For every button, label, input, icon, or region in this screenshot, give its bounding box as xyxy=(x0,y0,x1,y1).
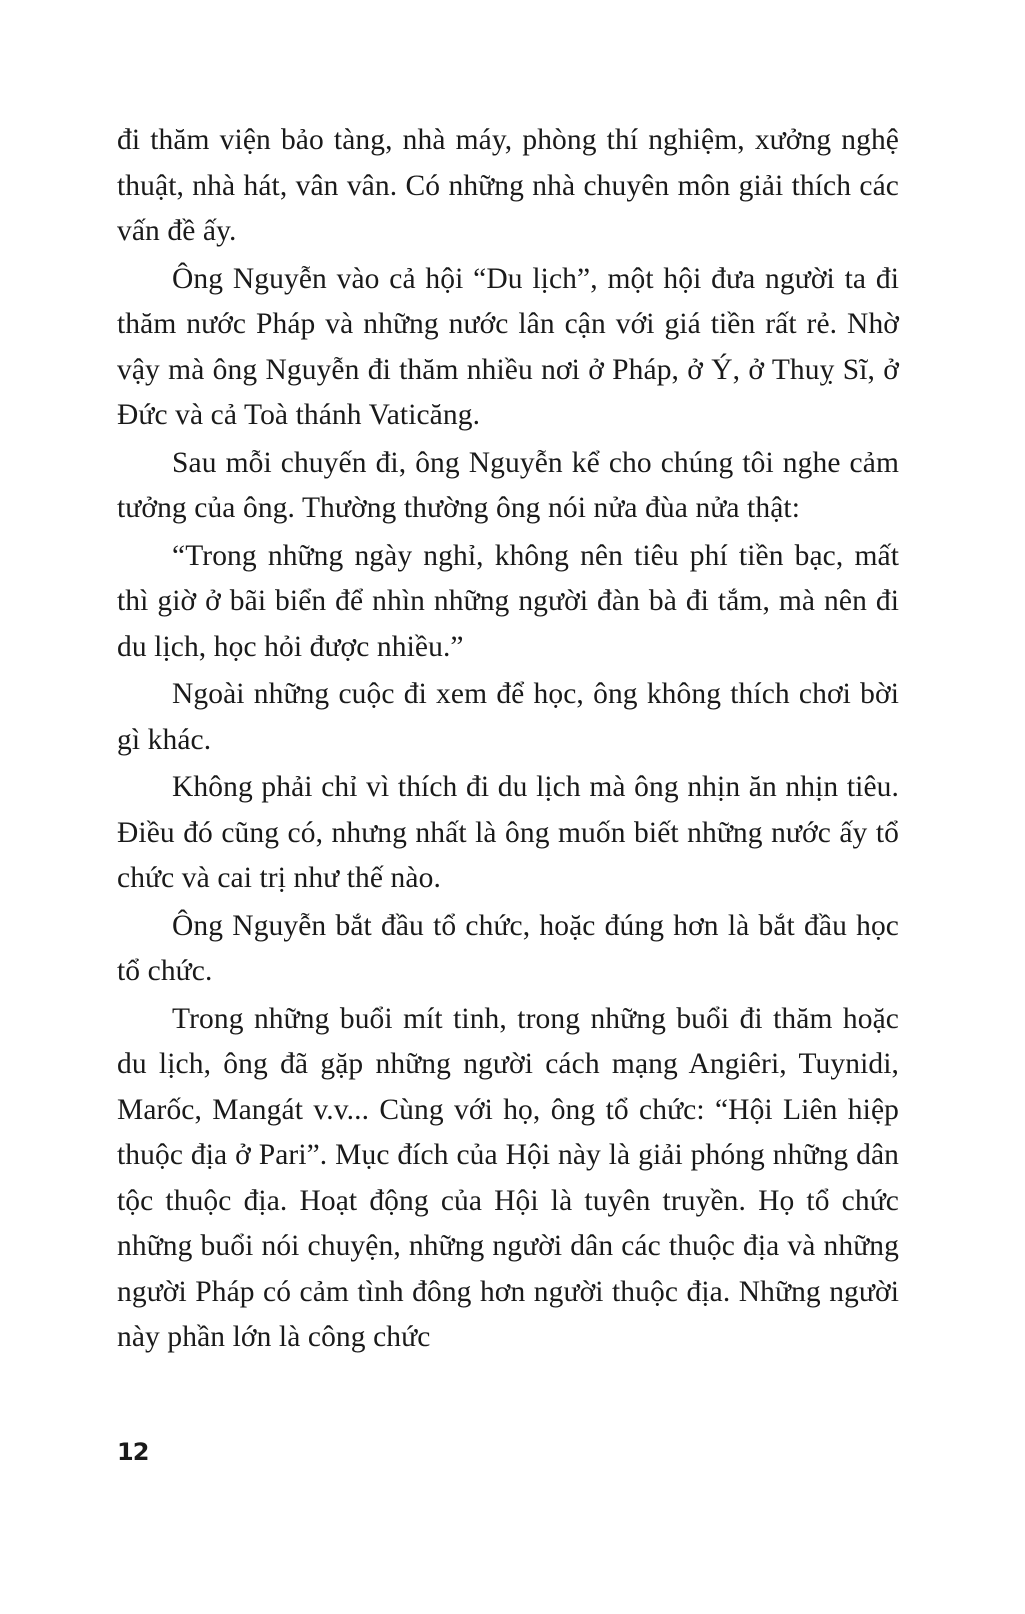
page-number: 12 xyxy=(117,1438,149,1466)
paragraph-hoi-lien-hiep: Trong những buổi mít tinh, trong những buổi đi thăm hoặc du lịch, ông đã gặp những người cách mạng Angiêri, Tuynidi, Marốc, Mangát v.v... Cùng với họ, ông tổ chức: “Hội Liên hiệp thuộc địa ở Pari”. Mục đích của Hội này là giải phóng những dân tộc thuộc địa. Hoạt động của Hội là tuyên truyền. Họ tổ chức những buổi nói chuyện, những người dân các thuộc địa và những người Pháp có cảm tình đông hơn người thuộc địa. Những người này phần lớn là công chức xyxy=(117,1002,899,1353)
paragraph-nhin-an: Không phải chỉ vì thích đi du lịch mà ông nhịn ăn nhịn tiêu. Điều đó cũng có, nhưng nhất là ông muốn biết những nước ấy tổ chức và cai trị như thế nào. xyxy=(117,771,899,894)
paragraph-du-lich: Ông Nguyễn vào cả hội “Du lịch”, một hội đưa người ta đi thăm nước Pháp và những nước lân cận với giá tiền rất rẻ. Nhờ vậy mà ông Nguyễn đi thăm nhiều nơi ở Pháp, ở Ý, ở Thuỵ Sĩ, ở Đức và cả Toà thánh Vaticăng. xyxy=(117,262,899,431)
paragraph-cam-tuong: Sau mỗi chuyến đi, ông Nguyễn kể cho chúng tôi nghe cảm tưởng của ông. Thường thường ông nói nửa đùa nửa thật: xyxy=(117,446,899,524)
paragraph-to-chuc: Ông Nguyễn bắt đầu tổ chức, hoặc đúng hơn là bắt đầu học tổ chức. xyxy=(117,909,899,987)
paragraph-continuation: đi thăm viện bảo tàng, nhà máy, phòng thí nghiệm, xưởng nghệ thuật, nhà hát, vân vân. Có những nhà chuyên môn giải thích các vấn đề ấy. xyxy=(117,124,899,247)
page-body xyxy=(117,118,899,1363)
paragraph-quote: “Trong những ngày nghỉ, không nên tiêu phí tiền bạc, mất thì giờ ở bãi biển để nhìn những người đàn bà đi tắm, mà nên đi du lịch, học hỏi được nhiều.” xyxy=(117,539,899,663)
paragraph-choi-boi: Ngoài những cuộc đi xem để học, ông không thích chơi bời gì khác. xyxy=(117,678,899,756)
